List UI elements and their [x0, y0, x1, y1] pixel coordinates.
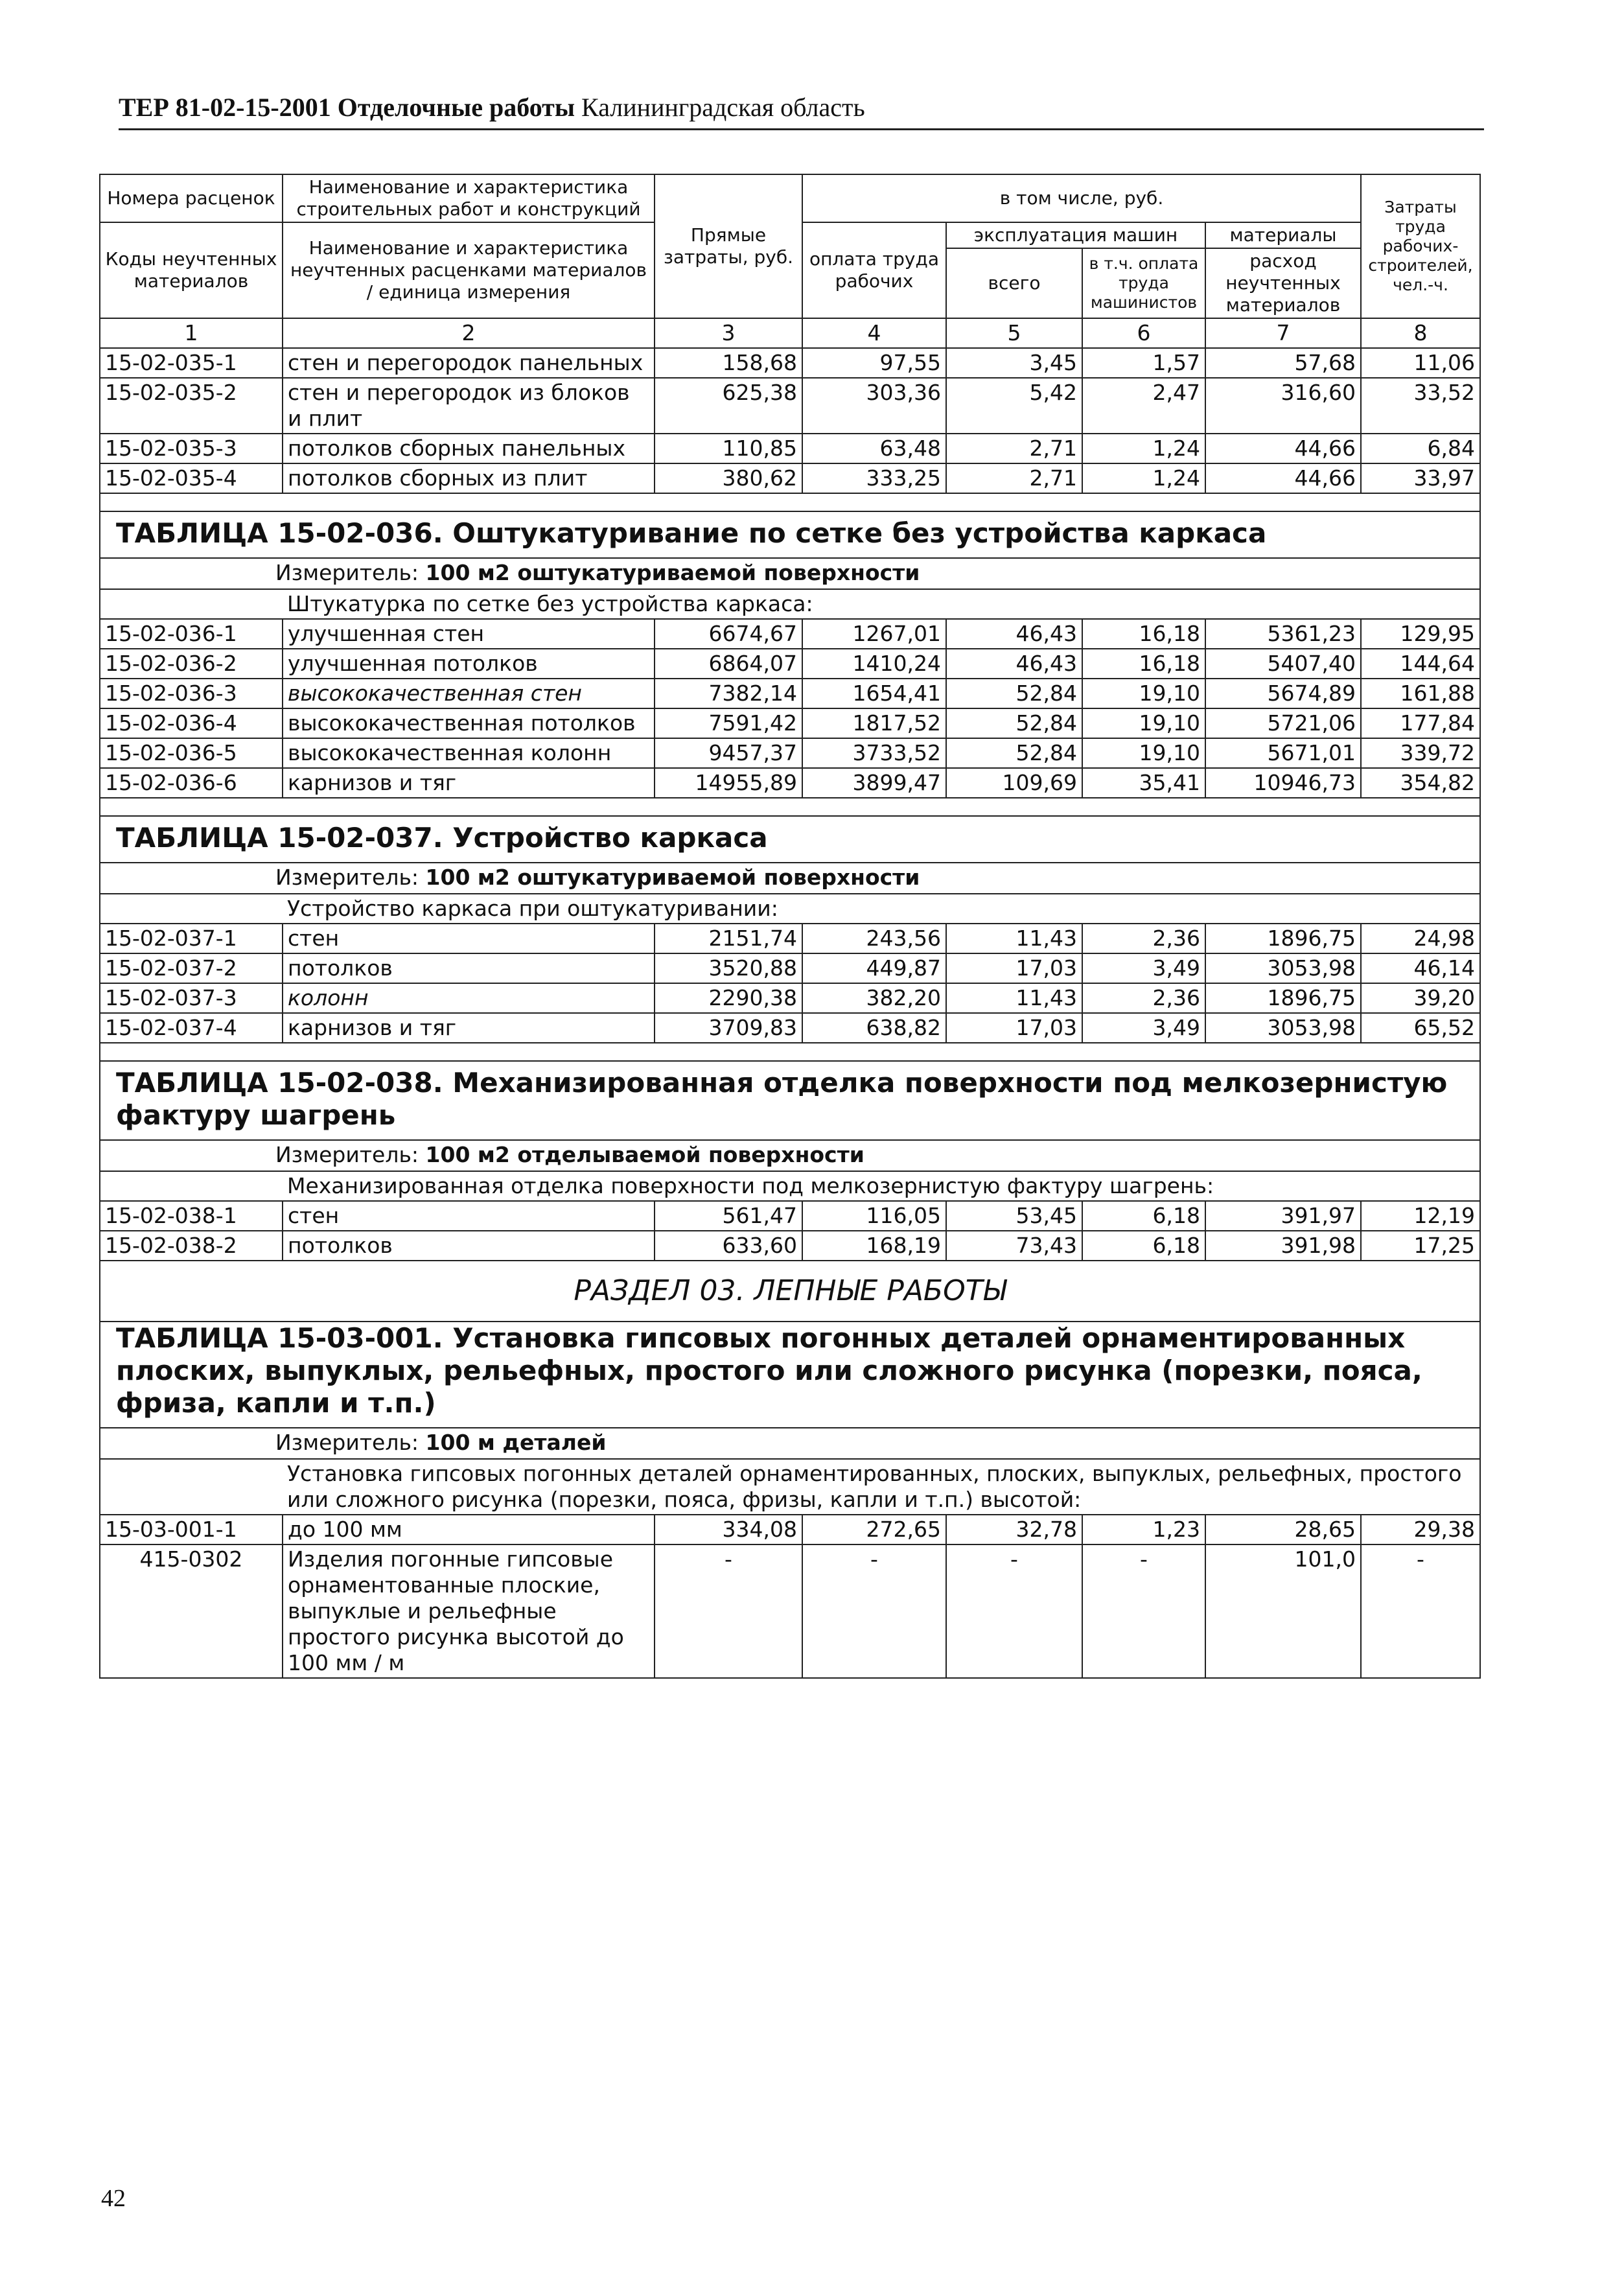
value-cell: 17,03: [946, 953, 1082, 983]
section-row: [100, 1261, 1480, 1322]
value-cell: 3,49: [1082, 1013, 1205, 1043]
rate-code: 15-02-036-4: [100, 708, 283, 738]
value-cell: 19,10: [1082, 708, 1205, 738]
region-name: Калининградская область: [581, 93, 865, 122]
value-cell: 2,71: [946, 463, 1082, 493]
value-cell: 35,41: [1082, 768, 1205, 798]
col-number: 1: [100, 318, 283, 348]
value-cell: 14955,89: [655, 768, 802, 798]
value-cell: 380,62: [655, 463, 802, 493]
value-cell: 272,65: [802, 1515, 946, 1544]
value-cell: 33,52: [1361, 378, 1480, 434]
table-title-row: [100, 1061, 1480, 1140]
value-cell: 129,95: [1361, 619, 1480, 649]
col-number: 7: [1205, 318, 1361, 348]
measure-value: 100 м деталей: [425, 1430, 607, 1455]
table-row: [100, 348, 1480, 378]
table-row: [100, 708, 1480, 738]
table-row: [100, 1231, 1480, 1261]
value-cell: -: [655, 1544, 802, 1678]
value-cell: 32,78: [946, 1515, 1082, 1544]
work-name: улучшенная потолков: [283, 649, 655, 679]
value-cell: 1410,24: [802, 649, 946, 679]
table-title: ТАБЛИЦА 15-02-037. Устройство каркаса: [100, 816, 1480, 863]
value-cell: 7382,14: [655, 679, 802, 708]
value-cell: 1,57: [1082, 348, 1205, 378]
value-cell: 3733,52: [802, 738, 946, 768]
table-row: [100, 768, 1480, 798]
value-cell: 243,56: [802, 924, 946, 953]
table-title-row: [100, 511, 1480, 558]
work-name: потолков сборных из плит: [283, 463, 655, 493]
intro-empty: [100, 1171, 283, 1201]
table-title-row: [100, 1322, 1480, 1428]
value-cell: 3,45: [946, 348, 1082, 378]
value-cell: 44,66: [1205, 434, 1361, 463]
col-incl: в том числе, руб.: [802, 174, 1361, 222]
work-name: улучшенная стен: [283, 619, 655, 649]
measure-value: 100 м2 оштукатуриваемой поверхности: [425, 865, 920, 890]
col-materials: материалы: [1205, 222, 1361, 248]
spacer-cell: [100, 1043, 1480, 1061]
rate-code: 15-02-038-1: [100, 1201, 283, 1231]
value-cell: 5,42: [946, 378, 1082, 434]
value-cell: 144,64: [1361, 649, 1480, 679]
value-cell: 2,71: [946, 434, 1082, 463]
value-cell: 1896,75: [1205, 924, 1361, 953]
table-row: [100, 924, 1480, 953]
value-cell: 3,49: [1082, 953, 1205, 983]
table-row: [100, 983, 1480, 1013]
section-title: РАЗДЕЛ 03. ЛЕПНЫЕ РАБОТЫ: [100, 1261, 1480, 1322]
intro-row: [100, 1459, 1480, 1515]
table-row: [100, 679, 1480, 708]
value-cell: 1267,01: [802, 619, 946, 649]
work-name: карнизов и тяг: [283, 768, 655, 798]
value-cell: 2151,74: [655, 924, 802, 953]
value-cell: 97,55: [802, 348, 946, 378]
value-cell: -: [1361, 1544, 1480, 1678]
table-title: ТАБЛИЦА 15-03-001. Установка гипсовых погонных деталей орнаментированных плоских, выпуклых, рельефных, простого или сложного рисунка (порезки, пояса, фриза, капли и т.п.): [100, 1322, 1480, 1428]
work-name: высококачественная стен: [283, 679, 655, 708]
table-row: [100, 953, 1480, 983]
table-row: [100, 1544, 1480, 1678]
intro-empty: [100, 894, 283, 924]
value-cell: 334,08: [655, 1515, 802, 1544]
value-cell: 168,19: [802, 1231, 946, 1261]
col-wages: оплата труда рабочих: [802, 222, 946, 318]
value-cell: 391,98: [1205, 1231, 1361, 1261]
value-cell: 12,19: [1361, 1201, 1480, 1231]
value-cell: 633,60: [655, 1231, 802, 1261]
value-cell: 57,68: [1205, 348, 1361, 378]
value-cell: 5674,89: [1205, 679, 1361, 708]
value-cell: 1654,41: [802, 679, 946, 708]
value-cell: 6,18: [1082, 1231, 1205, 1261]
table-row: [100, 434, 1480, 463]
measure-line: [100, 558, 1480, 589]
measure-value: 100 м2 оштукатуриваемой поверхности: [425, 560, 920, 585]
value-cell: 6864,07: [655, 649, 802, 679]
value-cell: 354,82: [1361, 768, 1480, 798]
work-name: карнизов и тяг: [283, 1013, 655, 1043]
table-spacer: [100, 493, 1480, 511]
col-labor: Затраты труда рабочих-строителей, чел.-ч.: [1361, 174, 1480, 318]
document-code: ТЕР 81-02-15-2001 Отделочные работы: [119, 93, 575, 122]
value-cell: 5671,01: [1205, 738, 1361, 768]
value-cell: 638,82: [802, 1013, 946, 1043]
column-number-row: [100, 318, 1480, 348]
value-cell: 5407,40: [1205, 649, 1361, 679]
value-cell: 316,60: [1205, 378, 1361, 434]
value-cell: 7591,42: [655, 708, 802, 738]
value-cell: 1,24: [1082, 434, 1205, 463]
value-cell: 561,47: [655, 1201, 802, 1231]
table-spacer: [100, 798, 1480, 816]
value-cell: 52,84: [946, 708, 1082, 738]
value-cell: 46,43: [946, 649, 1082, 679]
value-cell: 63,48: [802, 434, 946, 463]
intro-row: [100, 589, 1480, 619]
work-name: стен и перегородок панельных: [283, 348, 655, 378]
intro-empty: [100, 1459, 283, 1515]
value-cell: 3899,47: [802, 768, 946, 798]
value-cell: 16,18: [1082, 619, 1205, 649]
value-cell: 3053,98: [1205, 953, 1361, 983]
value-cell: 177,84: [1361, 708, 1480, 738]
rate-code: 15-02-037-4: [100, 1013, 283, 1043]
intro-row: [100, 894, 1480, 924]
value-cell: 449,87: [802, 953, 946, 983]
value-cell: 19,10: [1082, 679, 1205, 708]
value-cell: 65,52: [1361, 1013, 1480, 1043]
col-machines: эксплуатация машин: [946, 222, 1205, 248]
value-cell: 24,98: [1361, 924, 1480, 953]
table-row: [100, 1515, 1480, 1544]
value-cell: 1896,75: [1205, 983, 1361, 1013]
value-cell: 333,25: [802, 463, 946, 493]
col-number: 3: [655, 318, 802, 348]
work-name: Изделия погонные гипсовые орнаментованные плоские, выпуклые и рельефные простого рисунка высотой до 100 мм / м: [283, 1544, 655, 1678]
value-cell: 2,36: [1082, 983, 1205, 1013]
page-number: 42: [101, 2185, 126, 2212]
intro-row: [100, 1171, 1480, 1201]
table-spacer: [100, 1043, 1480, 1061]
col-number: 8: [1361, 318, 1480, 348]
table-row: [100, 1013, 1480, 1043]
col-rate-no: Номера расценок: [100, 174, 283, 222]
value-cell: 9457,37: [655, 738, 802, 768]
value-cell: 11,43: [946, 983, 1082, 1013]
col-number: 6: [1082, 318, 1205, 348]
table-title: ТАБЛИЦА 15-02-038. Механизированная отделка поверхности под мелкозернистую фактуру шагрень: [100, 1061, 1480, 1140]
work-name: до 100 мм: [283, 1515, 655, 1544]
measure-value: 100 м2 отделываемой поверхности: [425, 1142, 864, 1167]
value-cell: 1,24: [1082, 463, 1205, 493]
table-row: [100, 463, 1480, 493]
value-cell: 109,69: [946, 768, 1082, 798]
rate-code: 15-02-037-2: [100, 953, 283, 983]
value-cell: 3520,88: [655, 953, 802, 983]
rate-code: 15-02-037-3: [100, 983, 283, 1013]
spacer-cell: [100, 493, 1480, 511]
value-cell: 11,06: [1361, 348, 1480, 378]
col-number: 5: [946, 318, 1082, 348]
work-name: высококачественная потолков: [283, 708, 655, 738]
value-cell: 3709,83: [655, 1013, 802, 1043]
rate-code: 15-02-036-6: [100, 768, 283, 798]
value-cell: 52,84: [946, 738, 1082, 768]
value-cell: 10946,73: [1205, 768, 1361, 798]
col-name: Наименование и характеристика строительных работ и конструкций: [283, 174, 655, 222]
value-cell: 339,72: [1361, 738, 1480, 768]
value-cell: 29,38: [1361, 1515, 1480, 1544]
table-row: [100, 738, 1480, 768]
intro-text: Установка гипсовых погонных деталей орнаментированных, плоских, выпуклых, рельефных, простого или сложного рисунка (порезки, пояса, фризы, капли и т.п.) высотой:: [283, 1459, 1480, 1515]
value-cell: 52,84: [946, 679, 1082, 708]
table-title: ТАБЛИЦА 15-02-036. Оштукатуривание по сетке без устройства каркаса: [100, 511, 1480, 558]
value-cell: 161,88: [1361, 679, 1480, 708]
intro-text: Штукатурка по сетке без устройства каркаса:: [283, 589, 1480, 619]
value-cell: 46,43: [946, 619, 1082, 649]
rate-code: 15-02-035-2: [100, 378, 283, 434]
rate-code: 15-02-036-2: [100, 649, 283, 679]
column-header-row-1: [100, 174, 1480, 222]
value-cell: 391,97: [1205, 1201, 1361, 1231]
work-name: стен: [283, 924, 655, 953]
value-cell: 158,68: [655, 348, 802, 378]
measure-line: [100, 863, 1480, 894]
rate-code: 15-02-036-1: [100, 619, 283, 649]
measure-label: Измеритель:: [275, 865, 419, 890]
value-cell: 110,85: [655, 434, 802, 463]
table-title-row: [100, 816, 1480, 863]
value-cell: 19,10: [1082, 738, 1205, 768]
work-name: потолков: [283, 1231, 655, 1261]
value-cell: 17,03: [946, 1013, 1082, 1043]
col-number: 2: [283, 318, 655, 348]
col-machines-total: всего: [946, 248, 1082, 318]
value-cell: 53,45: [946, 1201, 1082, 1231]
col-number: 4: [802, 318, 946, 348]
measure-line: [100, 1428, 1480, 1459]
value-cell: 303,36: [802, 378, 946, 434]
col-mat-codes: Коды неучтенных материалов: [100, 222, 283, 318]
value-cell: 6,84: [1361, 434, 1480, 463]
value-cell: 28,65: [1205, 1515, 1361, 1544]
rate-code: 415-0302: [100, 1544, 283, 1678]
value-cell: 16,18: [1082, 649, 1205, 679]
value-cell: 6674,67: [655, 619, 802, 649]
value-cell: 5361,23: [1205, 619, 1361, 649]
rate-code: 15-02-038-2: [100, 1231, 283, 1261]
value-cell: 1,23: [1082, 1515, 1205, 1544]
value-cell: 2,36: [1082, 924, 1205, 953]
value-cell: 39,20: [1361, 983, 1480, 1013]
value-cell: 5721,06: [1205, 708, 1361, 738]
value-cell: 73,43: [946, 1231, 1082, 1261]
measure-row: [100, 558, 1480, 589]
rate-code: 15-02-035-3: [100, 434, 283, 463]
rate-code: 15-02-035-1: [100, 348, 283, 378]
col-machinist-wages: в т.ч. оплата труда машинистов: [1082, 248, 1205, 318]
table-row: [100, 619, 1480, 649]
value-cell: -: [802, 1544, 946, 1678]
col-name-mat: Наименование и характеристика неучтенных расценками материалов / единица измерения: [283, 222, 655, 318]
value-cell: 17,25: [1361, 1231, 1480, 1261]
measure-line: [100, 1140, 1480, 1171]
measure-row: [100, 863, 1480, 894]
work-name: стен и перегородок из блоков и плит: [283, 378, 655, 434]
value-cell: 382,20: [802, 983, 946, 1013]
intro-text: Устройство каркаса при оштукатуривании:: [283, 894, 1480, 924]
measure-label: Измеритель:: [275, 1430, 419, 1455]
value-cell: -: [1082, 1544, 1205, 1678]
measure-row: [100, 1140, 1480, 1171]
measure-row: [100, 1428, 1480, 1459]
col-mat-use: расход неучтенных материалов: [1205, 248, 1361, 318]
value-cell: 101,0: [1205, 1544, 1361, 1678]
value-cell: 116,05: [802, 1201, 946, 1231]
intro-empty: [100, 589, 283, 619]
measure-label: Измеритель:: [275, 1142, 419, 1167]
value-cell: -: [946, 1544, 1082, 1678]
work-name: высококачественная колонн: [283, 738, 655, 768]
rate-code: 15-02-037-1: [100, 924, 283, 953]
col-direct: Прямые затраты, руб.: [655, 174, 802, 318]
value-cell: 6,18: [1082, 1201, 1205, 1231]
rates-table: [99, 174, 1481, 1679]
value-cell: 2,47: [1082, 378, 1205, 434]
rate-code: 15-02-035-4: [100, 463, 283, 493]
value-cell: 33,97: [1361, 463, 1480, 493]
value-cell: 625,38: [655, 378, 802, 434]
work-name: потолков сборных панельных: [283, 434, 655, 463]
work-name: потолков: [283, 953, 655, 983]
work-name: колонн: [283, 983, 655, 1013]
spacer-cell: [100, 798, 1480, 816]
value-cell: 2290,38: [655, 983, 802, 1013]
value-cell: 1817,52: [802, 708, 946, 738]
value-cell: 46,14: [1361, 953, 1480, 983]
work-name: стен: [283, 1201, 655, 1231]
intro-text: Механизированная отделка поверхности под мелкозернистую фактуру шагрень:: [283, 1171, 1480, 1201]
rate-code: 15-03-001-1: [100, 1515, 283, 1544]
table-row: [100, 649, 1480, 679]
value-cell: 11,43: [946, 924, 1082, 953]
measure-label: Измеритель:: [275, 560, 419, 585]
value-cell: 44,66: [1205, 463, 1361, 493]
page-header: [119, 92, 1484, 130]
rate-code: 15-02-036-3: [100, 679, 283, 708]
table-row: [100, 378, 1480, 434]
value-cell: 3053,98: [1205, 1013, 1361, 1043]
rate-code: 15-02-036-5: [100, 738, 283, 768]
table-row: [100, 1201, 1480, 1231]
